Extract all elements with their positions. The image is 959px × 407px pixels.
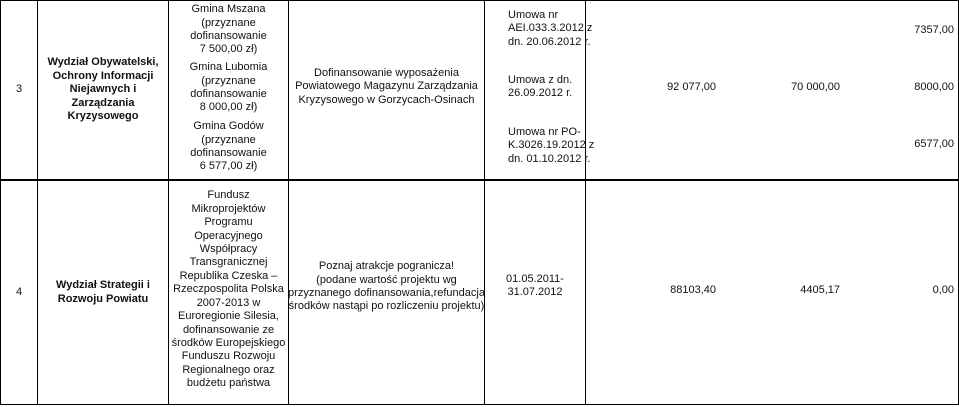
column-border	[484, 0, 485, 405]
row4-department: Wydział Strategii i Rozwoju Powiatu	[56, 279, 150, 305]
row4-funder: Fundusz Mikroprojektów Programu Operacyjnego Współpracy Transgranicznej Republika Czeska – Rzeczpospolita Polska 2007-2013 w Euroregionie Silesia, dofinansowanie ze środków Europejskiego Funduszu Rozwoju Regionalnego oraz budżetu państwa	[171, 189, 286, 390]
row3-department: Wydział Obywatelski, Ochrony Informacji Niejawnych i Zarządzania Kryzysowego	[47, 56, 159, 123]
row4-amount: 0,00	[932, 284, 954, 297]
row3-amount-mszana: 7357,00	[914, 24, 954, 37]
row3-granted-value: 70 000,00	[791, 81, 840, 94]
row3-amount-godow: 6577,00	[914, 138, 954, 151]
row4-total-value: 88103,40	[670, 284, 716, 297]
row3-number: 3	[15, 83, 23, 96]
row3-funder-lubomia: Gmina Lubomia (przyznane dofinansowanie 8 000,00 zł)	[189, 61, 268, 114]
row4-purpose: Poznaj atrakcje pogranicza! (podane wartość projektu wg przyznanego dofinansowania,refundacja środków nastąpi po rozliczeniu projektu)	[288, 260, 485, 313]
row3-amount-lubomia: 8000,00	[914, 81, 954, 94]
row4-period: 01.05.2011- 31.07.2012	[506, 272, 564, 298]
row3-agreement-3: Umowa nr PO- K.3026.19.2012 z dn. 01.10.2012 r.	[508, 125, 595, 165]
row4-granted-value: 4405,17	[800, 284, 840, 297]
row4-bottom-border	[0, 404, 959, 405]
column-border	[585, 0, 586, 405]
row3-funder-mszana: Gmina Mszana (przyznane dofinansowanie 7 500,00 zł)	[190, 3, 267, 56]
row3-funder-godow: Gmina Godów (przyznane dofinansowanie 6 577,00 zł)	[190, 120, 267, 173]
row3-agreement-2: Umowa z dn. 26.09.2012 r.	[508, 73, 573, 99]
row3-purpose: Dofinansowanie wyposażenia Powiatowego Magazynu Zarządzania Kryzysowego w Gorzycach-Osinach	[295, 66, 478, 106]
row3-total-value: 92 077,00	[667, 81, 716, 94]
row3-agreement-1: Umowa nr AEI.033.3.2012 z dn. 20.06.2012 r.	[508, 8, 593, 48]
row4-number: 4	[15, 285, 23, 298]
